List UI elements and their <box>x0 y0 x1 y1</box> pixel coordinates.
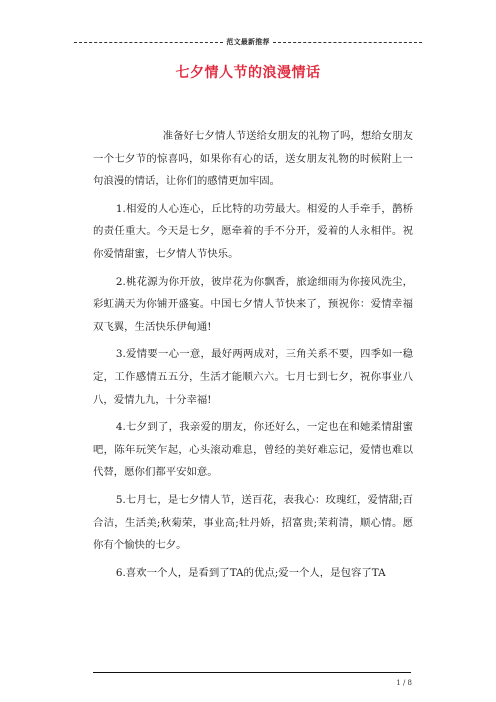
page-number: 1 / 8 <box>396 679 412 687</box>
header-text: 范文最新推荐 <box>226 37 270 46</box>
paragraph-6: 6.喜欢一个人，是看到了TA的优点;爱一个人，是包容了TA <box>115 566 386 579</box>
document-body <box>93 125 413 589</box>
paragraph-4: 4.七夕到了，我亲爱的朋友，你还好么，一定也在和她柔情甜蜜吧，陈年玩笑乍起，心头滚动难息，曾经的美好难忘记，爱情也难以代替，愿你们都平安如意。 <box>93 421 413 479</box>
paragraph-5: 5.七月七，是七夕情人节，送百花，表我心：玫瑰红，爱情甜;百合洁，生活美;秋菊荣，事业高;牡丹娇，招富贵;茉莉清，顺心情。愿你有个愉快的七夕。 <box>93 493 413 552</box>
footer-rule <box>93 672 411 673</box>
header-rule-left <box>74 42 223 43</box>
page-header <box>74 36 422 48</box>
header-rule-right <box>273 42 422 43</box>
paragraph-1: 1.相爱的人心连心，丘比特的功劳最大。相爱的人手牵手，鹊桥的责任重大。今天是七夕，愿牵着的手不分开，爱着的人永相伴。祝你爱情甜蜜，七夕情人节快乐。 <box>93 202 413 260</box>
paragraph-intro: 准备好七夕情人节送给女朋友的礼物了吗，想给女朋友一个七夕节的惊喜吗，如果你有心的话，送女朋友礼物的时候附上一句浪漫的情话，让你们的感情更加牢固。 <box>93 130 413 188</box>
paragraph-3: 3.爱情要一心一意，最好两两成对，三角关系不要，四季如一稳定，工作感情五五分，生活才能顺六六。七月七到七夕，祝你事业八八，爱情九九，十分幸福! <box>93 348 413 406</box>
paragraph-2: 2.桃花源为你开放，彼岸花为你飘香，旅途细雨为你接风洗尘，彩虹满天为你铺开盛宴。中国七夕情人节快来了，预祝你：爱情幸福双飞翼，生活快乐伊甸通! <box>93 275 413 333</box>
document-title: 七夕情人节的浪漫情话 <box>175 65 321 81</box>
